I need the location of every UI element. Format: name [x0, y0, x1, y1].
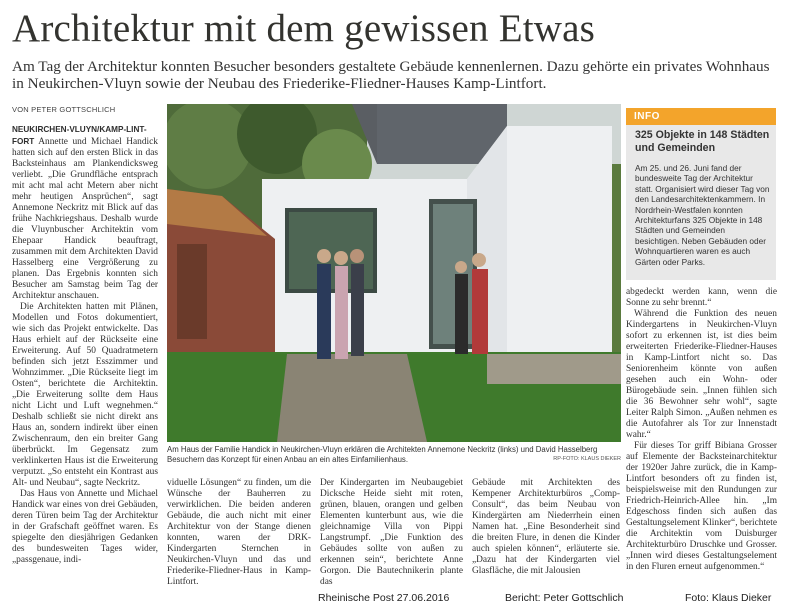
- article-column-2: [167, 478, 311, 588]
- paragraph-text: Annette und Michael Handick hatten sich auf den ersten Blick in das Backsteinhaus am Plankendicksweg verliebt. „Die Grundfläche entsprach mit acht mal acht Metern aber nicht mehr heutigen Ansprüchen“, sagt Annemone Neckritz mit Blick auf das frühe Nachkriegshaus. Deshalb wurde die Vluynbuscher Architektin vom Ehepaar Handick beauftragt, zusammen mit dem Architekten David Hasselberg eine Vergrößerung zu planen. Das Ergebnis konnten sich Besucher am Samstag beim Tag der Architektur anschauen.: [12, 137, 158, 301]
- article-paragraph: Für dieses Tor griff Bibiana Grosser auf Elemente der Backsteinarchitektur der 1920er Jahre zurück, die in Kamp-Lintfort besonders oft zu finden ist, beispielsweise mit den Rundungen zur Friedrich-Heinrich-Allee hin. „Im Edgeschoss finden sich außen das Gestaltungselement Klinker“, berichtete die Architektin vom Duisburger Architekturbüro Druschke und Grosser. „Innen wird dieses Gestaltungselement in den Fluren erneut aufgenommen.“: [626, 441, 777, 572]
- article-paragraph: Die Architekten hatten mit Plänen, Modellen und Fotos dokumentiert, wie sich das Projekt entwickelte. Das Haus erhielt auf der Rückseite eine Erweiterung. Auf 50 Quadratmetern befinden sich jetzt Esszimmer und Wohnzimmer. „Die Rückseite liegt im Osten“, berichtete die Architektin. „Die Erweiterung sollte dem Haus nicht Licht und Luft wegnehmen.“ Deshalb schließt sie nicht direkt ans Haus an, sondern indirekt über einen Zwischenraum, den ein breiter Gang überbrückt. Im Gegensatz zum verklinkerten Haus ist die Erweiterung verputzt. „So entsteht ein Kontrast aus Alt- und Neubau“, sagte Neckritz.: [12, 302, 158, 488]
- dateline: NEUKIRCHEN-VLUYN/KAMP-LINT-FORT: [12, 125, 147, 146]
- byline: VON PETER GOTTSCHLICH: [12, 105, 116, 114]
- deck: Am Tag der Architektur konnten Besucher besonders gestaltete Gebäude kennenlernen. Dazu gehörte ein privates Wohnhaus in Neukirchen-Vluyn sowie der Neubau des Friederike-Fliedner-Hauses Kamp-Lintfort.: [12, 58, 770, 92]
- footer-photo: Foto: Klaus Dieker: [685, 592, 772, 604]
- article-paragraph: abgedeckt werden kann, wenn die Sonne zu sehr brennt.“: [626, 287, 777, 308]
- house-photo: [167, 104, 621, 442]
- footer-report: Bericht: Peter Gottschlich: [505, 592, 624, 604]
- info-tag: INFO: [626, 108, 776, 125]
- article-paragraph: Der Kindergarten im Neubaugebiet Dicksche Heide sieht mit roten, grünen, blauen, orangen und gelben Elementen kunterbunt aus, wie die gleichnamige Villa von Pippi Langstrumpf. „Die Funktion des Gebäudes sollte von außen zu erkennen sein“, berichtete Anne Gorgon. Die Bautechnikerin plante das: [320, 478, 463, 587]
- article-paragraph: [12, 124, 158, 302]
- article-column-3: [320, 478, 463, 588]
- info-title: 325 Objekte in 148 Städten und Gemeinden: [635, 129, 770, 154]
- headline: Architektur mit dem gewissen Etwas: [12, 7, 596, 50]
- article-paragraph: viduelle Lösungen“ zu finden, um die Wünsche der Bauherren zu verwirklichen. Die beiden anderen Gebäude, die auch nicht mit einer Architektur von der Stange dienen konnten, waren der DRK-Kindergarten Sternchen in Neukirchen-Vluyn und das und Friederike-Fliedner-Haus in Kamp-Lintfort.: [167, 478, 311, 587]
- article-column-4: [472, 478, 620, 577]
- caption-text: Am Haus der Familie Handick in Neukirchen-Vluyn erklären die Architekten Annemone Neckritz (links) und David Hasselberg Besuchern das Konzept für einen Anbau an ein altes Einfamilienhaus.: [167, 445, 598, 464]
- article-paragraph: Während die Funktion des neuen Kindergartens in Neukirchen-Vluyn sofort zu erkennen ist, ist dies beim erweiterten Friederike-Fliedner-Hauses in Kamp-Lintfort nicht so. Das Seniorenheim könnte von außen gesehen auch ein Wohn- oder Bürogebäude sein. „Innen fühlen sich die 36 Bewohner sehr wohl“, sagte Leiter Ralph Simon. „Außen nehmen es die Autofahrer als Tor zur Innenstadt wahr.“: [626, 309, 777, 440]
- article-column-5: [626, 287, 777, 573]
- info-body: Am 25. und 26. Juni fand der bundesweite Tag der Architektur statt. Organisiert wird dieser Tag von den Landesarchitektenkammern. In Nordrhein-Westfalen konnten Architekturfans 325 Objekte in 148 Städten und Gemeinden besichtigen. Neben Gebäuden oder Wohnquartieren waren es auch Gärten oder Parks.: [635, 163, 770, 267]
- photo-caption: [167, 445, 621, 464]
- article-column-1: [12, 124, 158, 566]
- article-paragraph: Gebäude mit Architekten des Kempener Architekturbüros „Comp-Consult“, das beim Neubau von Kindergärten am Niederrhein einen Namen hat. „Eine Besonderheit sind die breiten Flure, in denen die Kinder auch spielen können“, erläuterte sie. „Dazu hat der Kindergarten viel Glasfläche, die mit Jalousien: [472, 478, 620, 576]
- info-box: [626, 108, 776, 280]
- photo-credit: RP-FOTO: KLAUS DIEKER: [553, 455, 621, 462]
- article-paragraph: Das Haus von Annette und Michael Handick war eines von drei Gebäuden, deren Türen beim Tag der Architektur in der Grafschaft geöffnet waren. Es spiegelte den diesjährigen Gedanken des bundesweiten Tages wider, „passgenaue, indi-: [12, 489, 158, 565]
- footer-source: Rheinische Post 27.06.2016: [318, 592, 450, 604]
